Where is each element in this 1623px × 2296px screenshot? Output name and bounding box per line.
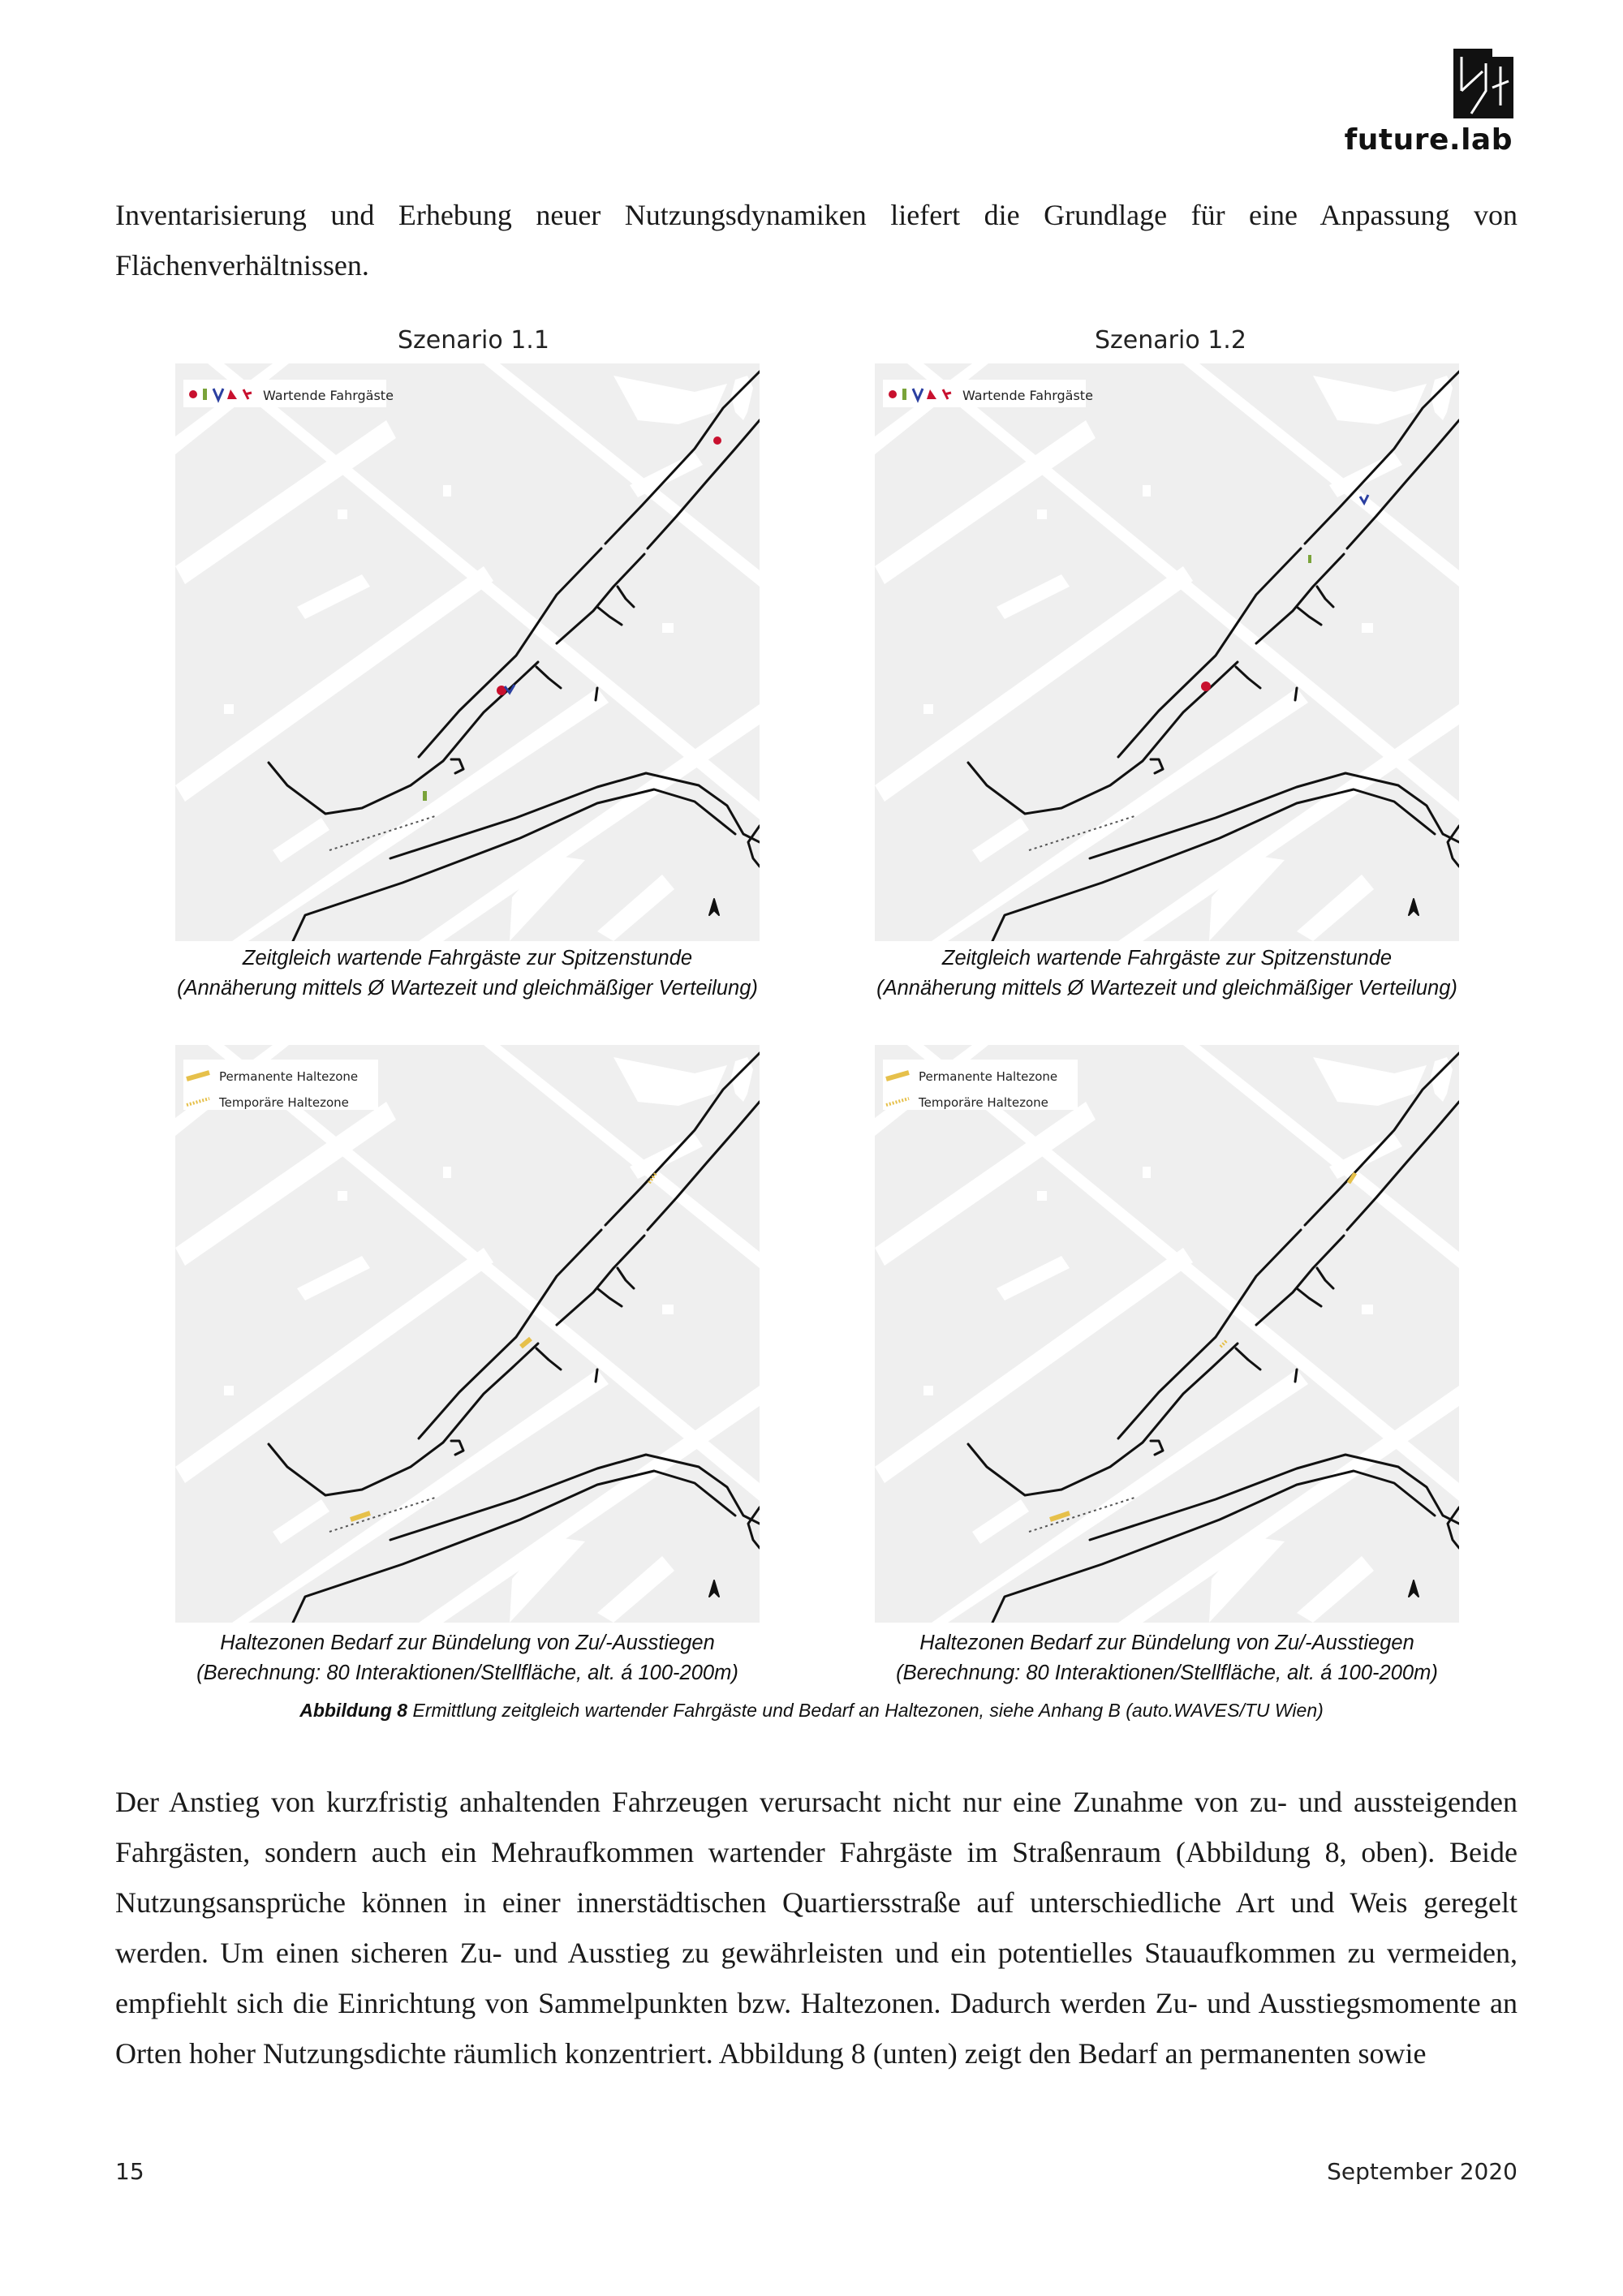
caption-line-1: Haltezonen Bedarf zur Bündelung von Zu/-Ausstiegen bbox=[919, 1632, 1414, 1654]
page-number: 15 bbox=[115, 2158, 144, 2185]
caption-top-left bbox=[102, 944, 833, 1004]
figure-caption-text: Ermittlung zeitgleich wartender Fahrgäste und Bedarf an Haltezonen, siehe Anhang B (auto.WAVES/TU Wien) bbox=[407, 1700, 1324, 1721]
haltezone-legend bbox=[883, 1060, 1078, 1110]
legend-permanent-label: Permanente Haltezone bbox=[219, 1069, 359, 1084]
figure-caption bbox=[0, 1700, 1623, 1722]
brand-name: future.lab bbox=[1344, 123, 1513, 157]
caption-line-1: Haltezonen Bedarf zur Bündelung von Zu/-Ausstiegen bbox=[220, 1632, 715, 1654]
intro-paragraph: Inventarisierung und Erhebung neuer Nutzungsdynamiken liefert die Grundlage für eine Anpassung von Flächenverhältnissen. bbox=[115, 199, 1518, 282]
caption-bottom-left bbox=[102, 1628, 833, 1688]
logo bbox=[1344, 49, 1513, 162]
scenario-title-1: Szenario 1.1 bbox=[398, 326, 549, 355]
legend-waiting-label: Wartende Fahrgäste bbox=[962, 388, 1093, 403]
caption-line-1: Zeitgleich wartende Fahrgäste zur Spitzenstunde bbox=[941, 947, 1393, 970]
body-paragraph: Der Anstieg von kurzfristig anhaltenden Fahrzeugen verursacht nicht nur eine Zunahme von zu- und aussteigenden Fahrgästen, sondern auch ein Mehraufkommen wartender Fahrgäste im Straßenraum (Abbildung 8, oben). Beide Nutzungsansprüche können in einer innerstädtischen Quartiersstraße auf unterschiedliche Art und Weis geregelt werden. Um einen sicheren Zu- und Ausstieg zu gewährleisten und ein potentielles Stauaufkommen zu vermeiden, empfiehlt sich die Einrichtung von Sammelpunkten bzw. Haltezonen. Dadurch werden Zu- und Ausstiegsmomente an Orten hoher Nutzungsdichte räumlich konzentriert. Abbildung 8 (unten) zeigt den Bedarf an permanenten sowie bbox=[115, 1786, 1518, 2070]
future-lab-logo-mark-icon bbox=[1453, 49, 1513, 118]
haltezone-legend bbox=[183, 1060, 378, 1110]
map-waiting-scenario-1-2 bbox=[875, 363, 1459, 941]
caption-line-2: (Annäherung mittels Ø Wartezeit und gleichmäßiger Verteilung) bbox=[876, 977, 1457, 1000]
passenger-red-icon bbox=[889, 390, 897, 398]
caption-line-2: (Annäherung mittels Ø Wartezeit und gleichmäßiger Verteilung) bbox=[177, 977, 758, 1000]
scenario-title-2: Szenario 1.2 bbox=[1095, 326, 1246, 355]
waiting-legend bbox=[883, 380, 1093, 407]
map-haltezone-scenario-1-1 bbox=[175, 1045, 760, 1623]
legend-waiting-label: Wartende Fahrgäste bbox=[263, 388, 394, 403]
passenger-green-icon bbox=[902, 389, 906, 400]
figure-label: Abbildung 8 bbox=[299, 1700, 408, 1721]
caption-line-1: Zeitgleich wartende Fahrgäste zur Spitzenstunde bbox=[242, 947, 693, 970]
map-waiting-scenario-1-1 bbox=[175, 363, 760, 941]
caption-line-2: (Berechnung: 80 Interaktionen/Stellfläche, alt. á 100-200m) bbox=[196, 1662, 738, 1684]
passenger-green-icon bbox=[203, 389, 207, 400]
waiting-legend bbox=[183, 380, 394, 407]
caption-top-right bbox=[802, 944, 1532, 1004]
caption-bottom-right bbox=[802, 1628, 1532, 1688]
legend-temporary-label: Temporäre Haltezone bbox=[919, 1095, 1048, 1110]
footer-date: September 2020 bbox=[1327, 2158, 1518, 2185]
caption-line-2: (Berechnung: 80 Interaktionen/Stellfläche, alt. á 100-200m) bbox=[896, 1662, 1438, 1684]
legend-temporary-label: Temporäre Haltezone bbox=[219, 1095, 349, 1110]
map-haltezone-scenario-1-2 bbox=[875, 1045, 1459, 1623]
legend-permanent-label: Permanente Haltezone bbox=[919, 1069, 1058, 1084]
passenger-red-icon bbox=[189, 390, 197, 398]
